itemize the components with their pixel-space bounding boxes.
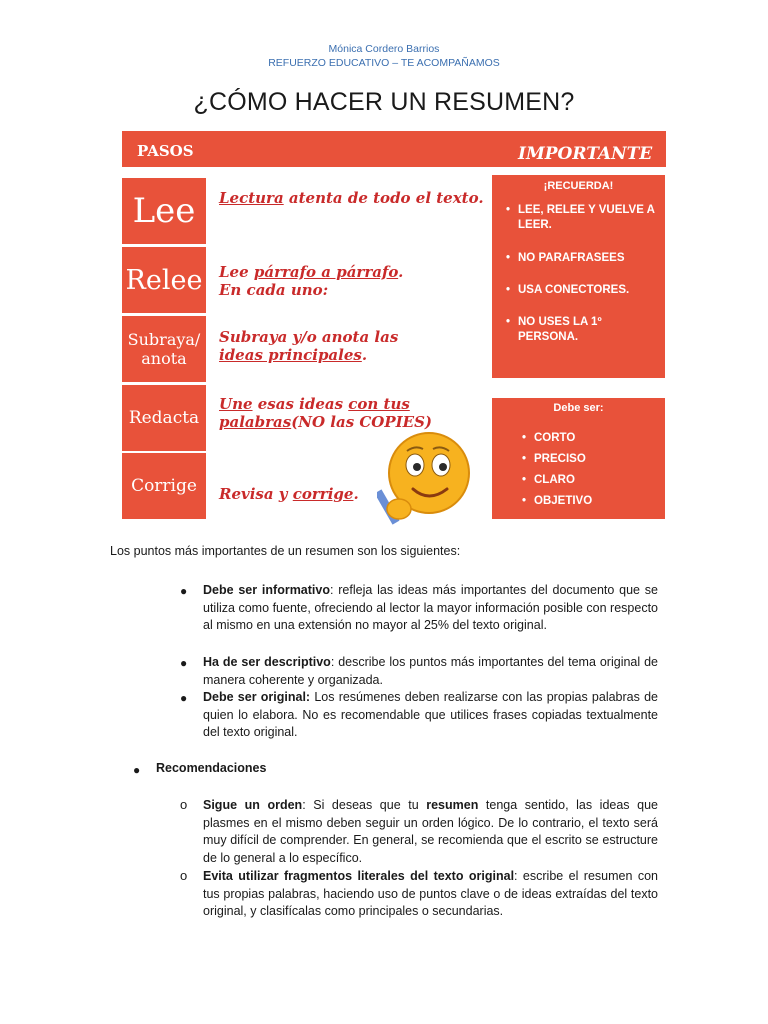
bullet-icon: ● <box>180 691 188 705</box>
pasos-label: PASOS <box>137 142 194 160</box>
summary-infographic <box>122 131 666 520</box>
step-lee: Lee <box>122 178 206 244</box>
step-corrige: Corrige <box>122 453 206 519</box>
point-descriptivo: Ha de ser descriptivo: describe los puntos más importantes del tema original de manera coherente y organizada. <box>203 655 658 687</box>
recuerda-item: • USA CONECTORES. <box>502 283 661 298</box>
recuerda-box <box>492 175 665 378</box>
circle-bullet-icon: o <box>180 797 188 812</box>
circle-bullet-icon: o <box>180 868 188 883</box>
smiley-pencil-icon <box>377 431 477 531</box>
bullet-icon: ● <box>180 656 188 670</box>
step-subraya-text: Subraya y/o anota las ideas principales. <box>219 328 399 364</box>
organization-name: REFUERZO EDUCATIVO – TE ACOMPAÑAMOS <box>268 57 500 69</box>
step-relee-text: Lee párrafo a párrafo. En cada uno: <box>219 263 404 299</box>
step-redacta-text: Une esas ideas con tus palabras(NO las COPIES) <box>219 395 433 431</box>
step-relee: Relee <box>122 247 206 313</box>
importante-label: IMPORTANTE <box>518 144 653 164</box>
recomendaciones-heading: Recomendaciones <box>156 761 267 775</box>
recuerda-title: ¡RECUERDA! <box>543 180 614 192</box>
recuerda-item: • NO USES LA 1º PERSONA. <box>502 315 661 345</box>
bullet-icon: ● <box>180 584 188 598</box>
document-header <box>0 42 768 70</box>
author-name: Mónica Cordero Barrios <box>328 43 440 55</box>
step-redacta: Redacta <box>122 385 206 451</box>
debe-ser-item: • OBJETIVO <box>518 491 665 512</box>
recomendacion-fragmentos: Evita utilizar fragmentos literales del texto original: escribe el resumen con tus propias palabras, haciendo uso de puntos clave o de ideas extraídas del texto original, y clasifícalas como principales o secundarias. <box>203 869 658 919</box>
debe-ser-item: • CLARO <box>518 470 665 491</box>
debe-ser-item: • PRECISO <box>518 449 665 470</box>
recuerda-item: • NO PARAFRASEES <box>502 251 661 266</box>
recuerda-item: • LEE, RELEE Y VUELVE A LEER. <box>502 203 661 233</box>
debe-ser-title: Debe ser: <box>553 402 604 414</box>
step-subraya: Subraya/ anota <box>122 316 206 382</box>
debe-ser-box <box>492 398 665 519</box>
debe-ser-item: • CORTO <box>518 428 665 449</box>
bullet-icon: ● <box>133 763 141 777</box>
point-original: Debe ser original: Los resúmenes deben realizarse con las propias palabras de quien lo elabora. No es recomendable que utilices frases copiadas textualmente del texto original. <box>203 690 658 740</box>
point-informativo: Debe ser informativo: refleja las ideas más importantes del documento que se utiliza como fuente, ofreciendo al lector la mayor información posible con respecto al mismo en una extensión no mayor al 25% del texto original. <box>203 583 658 633</box>
step-corrige-text: Revisa y corrige. <box>219 485 359 503</box>
recomendacion-orden: Sigue un orden: Si deseas que tu resumen tenga sentido, las ideas que plasmes en el mismo deben seguir un orden lógico. De lo contrario, el texto será muy difícil de comprender. En general, se recomienda que el escrito se estructure de lo general a lo específico. <box>203 798 658 865</box>
page-title: ¿CÓMO HACER UN RESUMEN? <box>193 88 575 116</box>
intro-text: Los puntos más importantes de un resumen son los siguientes: <box>110 544 461 558</box>
step-lee-text: Lectura atenta de todo el texto. <box>219 189 484 207</box>
